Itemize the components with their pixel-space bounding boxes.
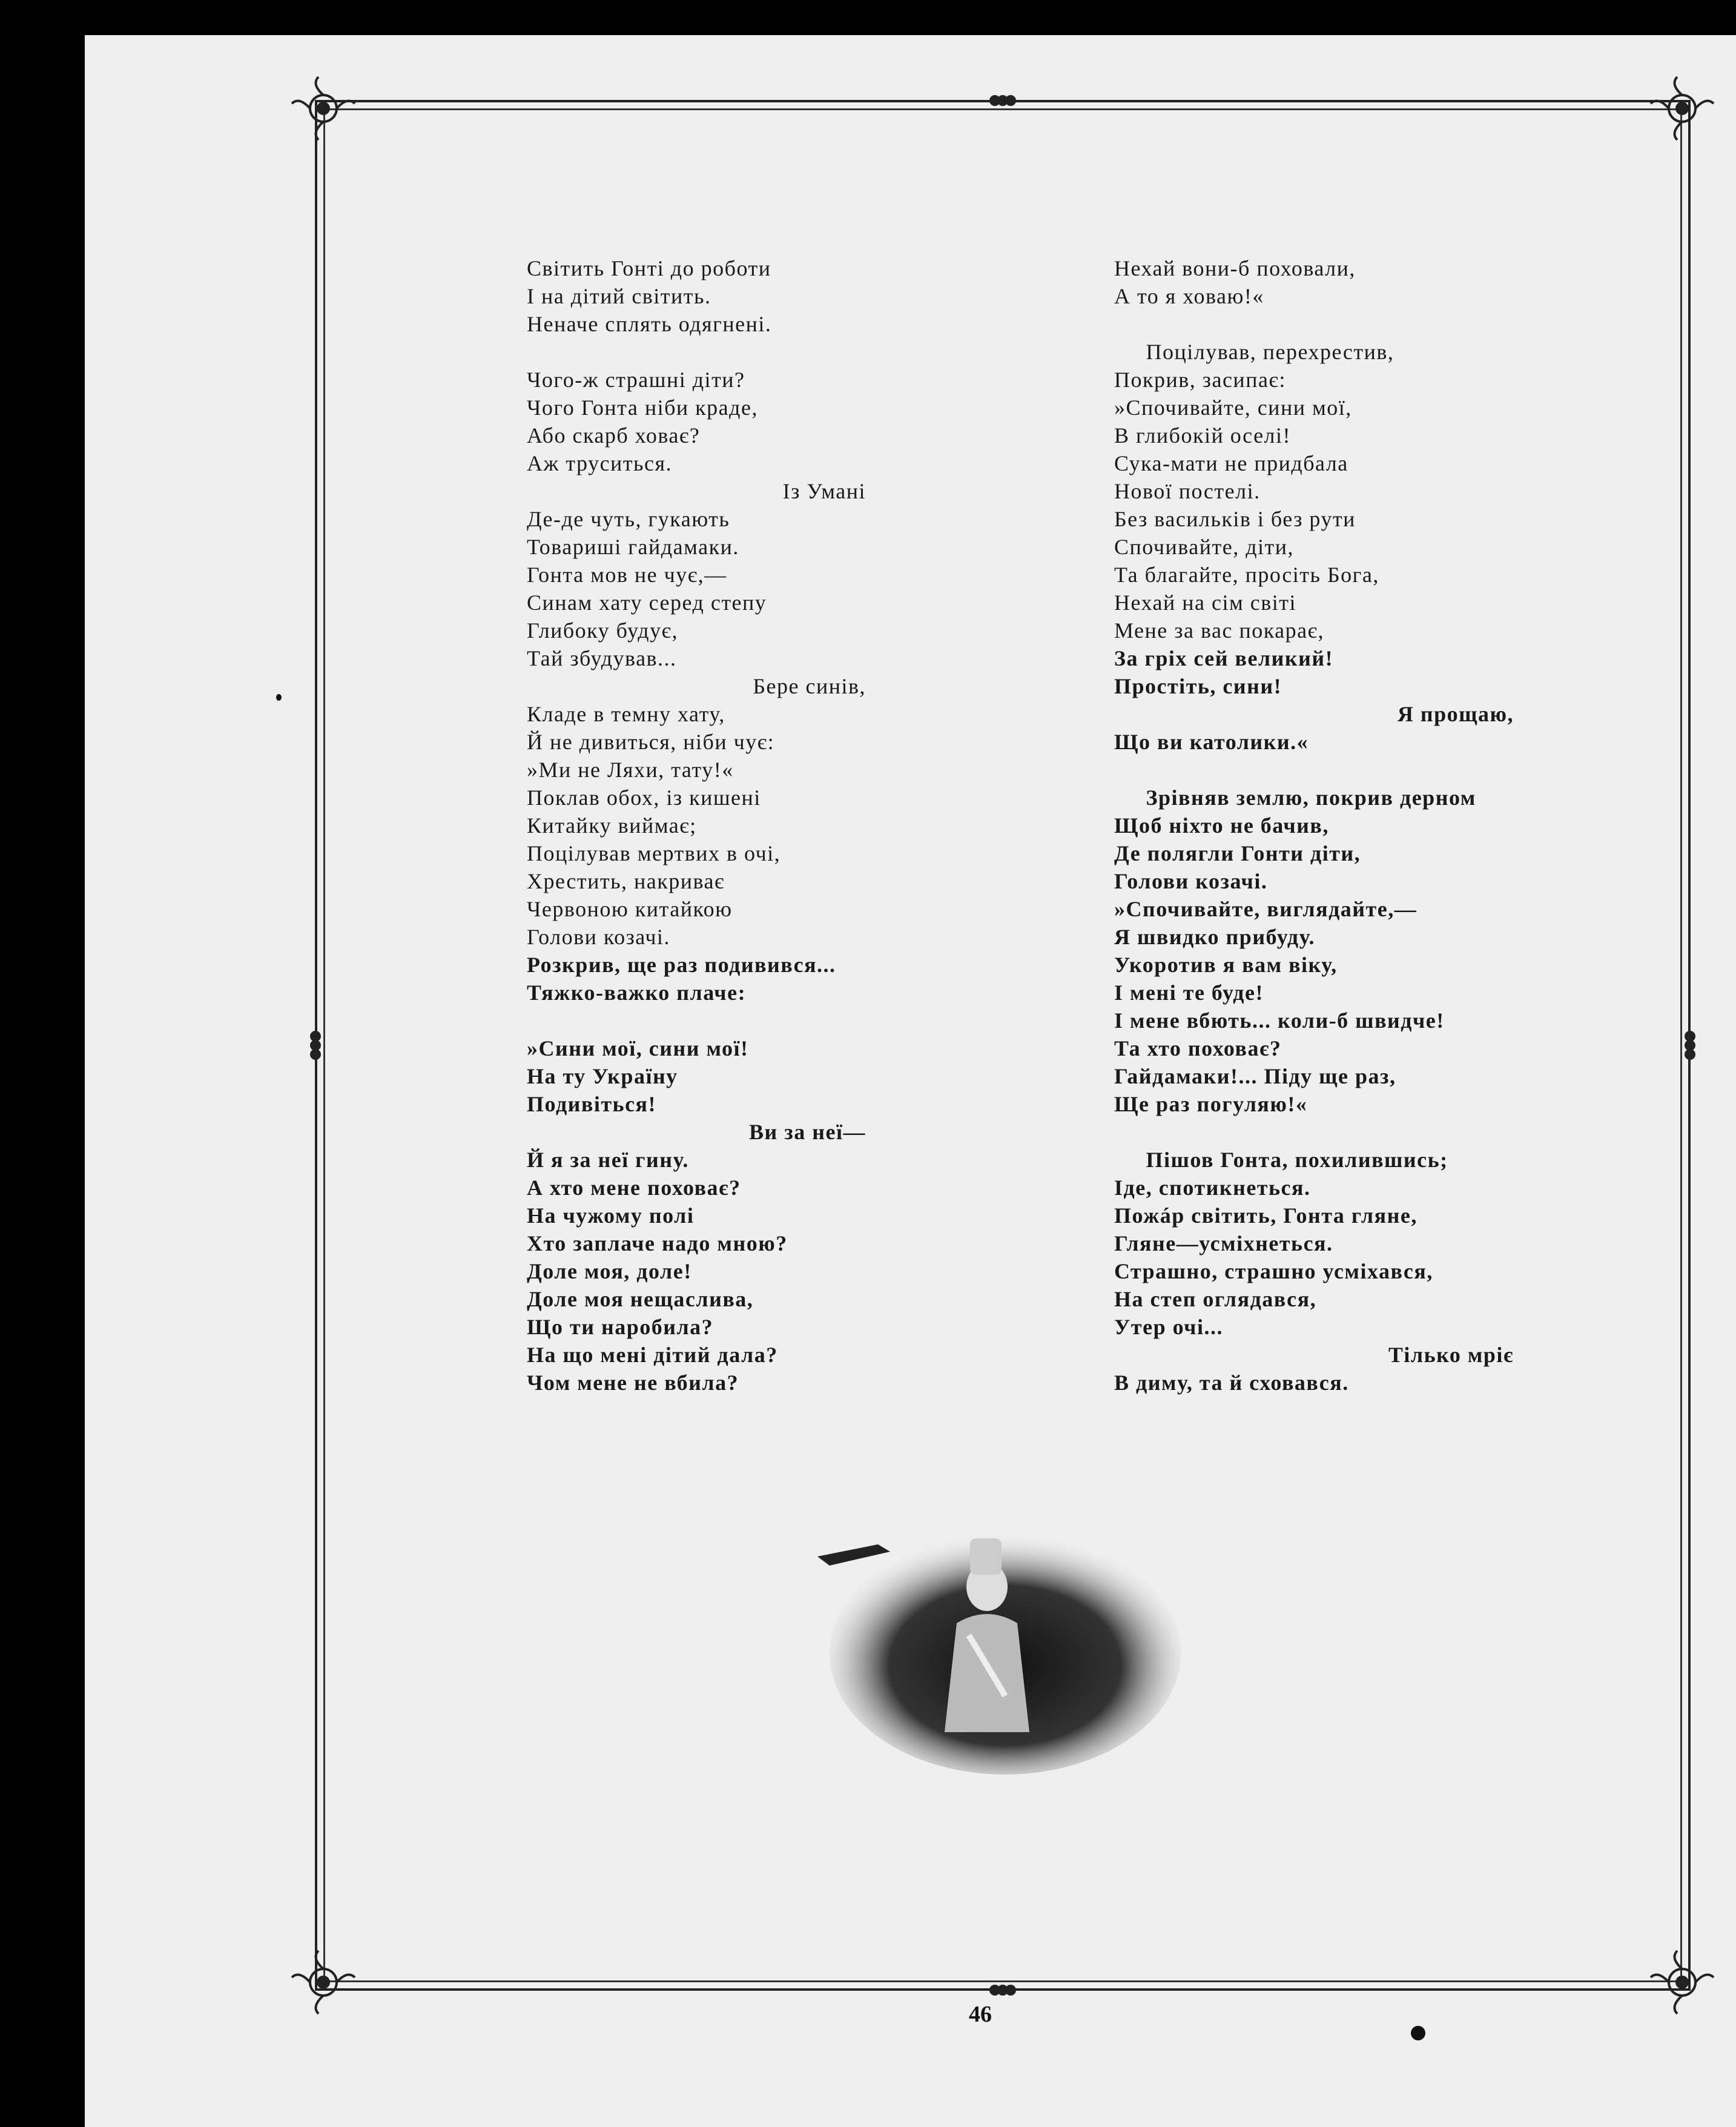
poem-line: Глибоку будує, — [527, 618, 679, 643]
poem-line: Бере синів, — [753, 674, 866, 698]
poem-line: Тілько мріє — [1388, 1343, 1514, 1367]
poem-line: Покрив, засипає: — [1114, 368, 1286, 392]
poem-line: Та хто поховає? — [1114, 1036, 1282, 1060]
poem-line: Щоб ніхто не бачив, — [1114, 813, 1329, 838]
poem-line: Поцілував мертвих в очі, — [527, 841, 781, 865]
poem-line: Пожáр світить, Гонта гляне, — [1114, 1203, 1418, 1228]
floral-left-ornament-icon — [294, 1024, 337, 1067]
poem-line: Іде, спотикнеться. — [1114, 1176, 1311, 1200]
page-number: 46 — [969, 2002, 992, 2027]
poem-line: Укоротив я вам віку, — [1114, 953, 1338, 977]
poem-line: Червоною китайкою — [527, 897, 733, 921]
stanza-break — [1114, 1118, 1514, 1146]
poem-line: Пішов Гонта, похилившись; — [1114, 1148, 1448, 1172]
poem-line: Нехай на сім світі — [1114, 590, 1296, 615]
poem-line: Я прощаю, — [1397, 702, 1514, 726]
poem-line: Гляне—усміхнеться. — [1114, 1231, 1333, 1255]
poem-line: Розкрив, ще раз подивився... — [527, 953, 836, 977]
poem-line: Гонта мов не чує,— — [527, 563, 727, 587]
poem-line: Ще раз погуляю!« — [1114, 1092, 1308, 1116]
poem-line: На що мені дітий дала? — [527, 1343, 778, 1367]
poem-line: »Ми не Ляхи, тату!« — [527, 758, 734, 782]
poem-line: Що ти наробила? — [527, 1315, 714, 1339]
poem-line: Чого-ж страшні діти? — [527, 368, 745, 392]
poem-line: Голови козачі. — [527, 925, 670, 949]
poem-line: Сука-мати не придбала — [1114, 451, 1348, 475]
poem-line: Доле моя, доле! — [527, 1259, 692, 1283]
poem-line: Доле моя нещаслива, — [527, 1287, 754, 1311]
poem-line: Із Умані — [782, 479, 866, 503]
ink-spot — [276, 694, 282, 701]
poem-line: Аж труситься. — [527, 451, 672, 475]
poem-column-right — [1114, 254, 1514, 1397]
poem-line: На степ оглядався, — [1114, 1287, 1317, 1311]
poem-line: Тяжко-важко плаче: — [527, 981, 747, 1005]
floral-top-ornament-icon — [982, 79, 1024, 122]
poem-line: А то я ховаю!« — [1114, 284, 1264, 308]
poem-line: Поклав обох, із кишені — [527, 786, 761, 810]
floral-corner-icon — [287, 1946, 360, 2019]
poem-line: »Спочивайте, виглядайте,— — [1114, 897, 1418, 921]
poem-line: А хто мене поховає? — [527, 1176, 741, 1200]
poem-line: Гайдамаки!... Піду ще раз, — [1114, 1064, 1396, 1088]
poem-line: Утер очі... — [1114, 1315, 1223, 1339]
poem-line: »Спочивайте, сини мої, — [1114, 395, 1352, 420]
poem-line: Без васильків і без рути — [1114, 507, 1356, 531]
poem-line: Тай збудував... — [527, 646, 677, 670]
floral-right-ornament-icon — [1669, 1024, 1711, 1067]
stanza-break — [527, 338, 866, 366]
poem-line: За гріх сей великий! — [1114, 646, 1334, 670]
poem-line: Неначе сплять одягнені. — [527, 312, 772, 336]
poem-line: На чужому полі — [527, 1203, 695, 1228]
poem-line: Або скарб ховає? — [527, 423, 701, 448]
poem-line: Товариші гайдамаки. — [527, 535, 739, 559]
poem-line: Та благайте, просіть Бога, — [1114, 563, 1379, 587]
poem-line: Китайку виймає; — [527, 813, 697, 838]
poem-line: Мене за вас покарає, — [1114, 618, 1325, 643]
stanza-break — [1114, 756, 1514, 784]
floral-corner-icon — [1646, 1946, 1718, 2019]
poem-line: Й я за неї гину. — [527, 1148, 689, 1172]
poem-line: »Сини мої, сини мої! — [527, 1036, 749, 1060]
poem-line: Чого Гонта ніби краде, — [527, 395, 758, 420]
stanza-break — [1114, 310, 1514, 338]
stanza-break — [527, 1007, 866, 1034]
poem-line: Й не дивиться, ніби чує: — [527, 730, 775, 754]
poem-line: Чом мене не вбила? — [527, 1371, 739, 1395]
poem-line: Нехай вони-б поховали, — [1114, 256, 1356, 280]
poem-line: Хто заплаче надо мною? — [527, 1231, 788, 1255]
poem-line: Поцілував, перехрестив, — [1114, 340, 1394, 364]
poem-line: І мене вбють... коли-б швидче! — [1114, 1008, 1445, 1033]
poem-line: Подивіться! — [527, 1092, 657, 1116]
poem-line: І мені те буде! — [1114, 981, 1264, 1005]
floral-corner-icon — [1646, 72, 1718, 145]
poem-line: І на дітий світить. — [527, 284, 711, 308]
poem-line: В глибокій оселі! — [1114, 423, 1292, 448]
poem-line: Хрестить, накриває — [527, 869, 725, 893]
poem-line: Де полягли Гонти діти, — [1114, 841, 1361, 865]
ink-spot — [1411, 2026, 1425, 2040]
poem-line: Зрівняв землю, покрив дерном — [1114, 786, 1476, 810]
cossack-vignette-icon — [805, 1514, 1181, 1781]
poem-line: Ви за неї— — [749, 1120, 866, 1144]
poem-line: Де-де чуть, гукають — [527, 507, 730, 531]
poem-line: Що ви католики.« — [1114, 730, 1309, 754]
poem-line: Нової постелі. — [1114, 479, 1261, 503]
poem-line: Кладе в темну хату, — [527, 702, 725, 726]
floral-corner-icon — [287, 72, 360, 145]
poem-line: Голови козачі. — [1114, 869, 1268, 893]
poem-line: Я швидко прибуду. — [1114, 925, 1316, 949]
poem-line: На ту Україну — [527, 1064, 678, 1088]
poem-line: В диму, та й сховався. — [1114, 1371, 1349, 1395]
poem-line: Страшно, страшно усміхався, — [1114, 1259, 1433, 1283]
poem-line: Простіть, сини! — [1114, 674, 1282, 698]
poem-line: Спочивайте, діти, — [1114, 535, 1295, 559]
poem-line: Світить Гонті до роботи — [527, 256, 771, 280]
poem-line: Синам хату серед степу — [527, 590, 767, 615]
poem-column-left — [527, 254, 866, 1397]
